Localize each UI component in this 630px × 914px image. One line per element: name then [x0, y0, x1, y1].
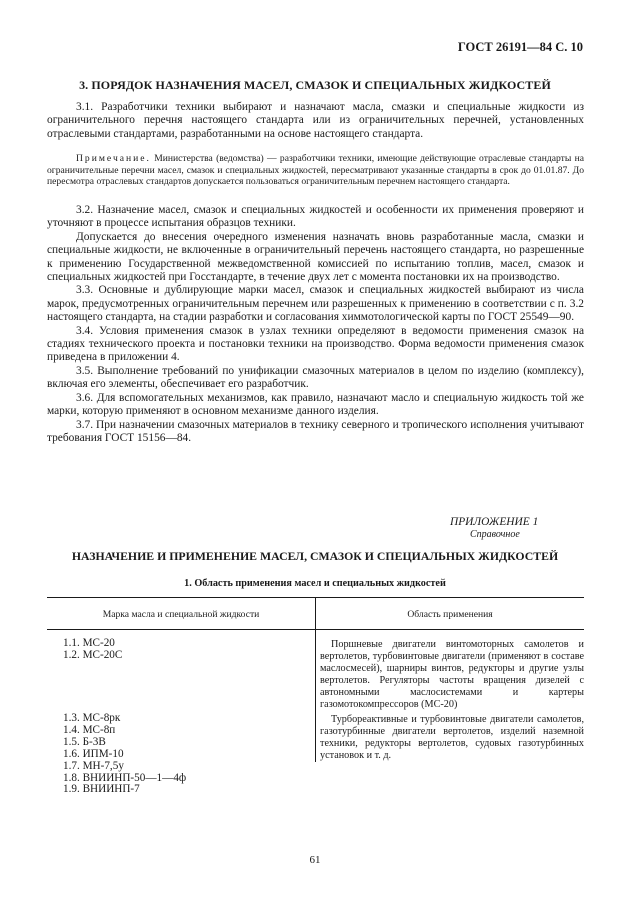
- note-text: Министерства (ведомства) — разработчики техники, имеющие действующие отраслевые стандарты на ограничительные перечни масел, смазок и специальных жидкостей, пересматривают указанные стандарты в срок до 01.01.87. До пересмотра отраслевых стандартов допускается пользоваться ограничительным перечнем настоящего стандарта.: [47, 153, 584, 188]
- paragraph-3-2-continued: Допускается до внесения очередного изменения назначать вновь разработанные масла, смазки и специальные жидкости, не включенные в ограничительный перечень настоящего стандарта, но разрешенные к применению Государственной межведомственной комиссией по испытанию топлив, масел, смазок и специальных жидкостей при Госстандарте, в течение двух лет с момента постановки их на производство.: [47, 230, 584, 284]
- paragraph-3-6: 3.6. Для вспомогательных механизмов, как правило, назначают масло и специальную жидкость той же марки, которую применяют в основном механизме данного изделия.: [47, 391, 584, 418]
- area-text: Турбореактивные и турбовинтовые двигатели самолетов, газотурбинные двигатели вертолетов, изделий наземной техники, редукторы вертолетов, судовых газотурбинных установок и т. д.: [320, 714, 584, 761]
- items-group-1: [63, 638, 122, 662]
- table-column-divider: [315, 597, 316, 762]
- list-item: 1.9. ВНИИНП-7: [63, 783, 140, 796]
- note-label: Примечание.: [76, 153, 151, 164]
- section-title: 3. ПОРЯДОК НАЗНАЧЕНИЯ МАСЕЛ, СМАЗОК И СПЕЦИАЛЬНЫХ ЖИДКОСТЕЙ: [79, 78, 551, 92]
- paragraph-3-2: 3.2. Назначение масел, смазок и специальных жидкостей и особенности их применения проверяют и уточняют в процессе испытания образцов техники.: [47, 204, 584, 230]
- area-group-2: [320, 714, 584, 762]
- items-group-2: [63, 713, 186, 796]
- appendix-title: НАЗНАЧЕНИЕ И ПРИМЕНЕНИЕ МАСЕЛ, СМАЗОК И СПЕЦИАЛЬНЫХ ЖИДКОСТЕЙ: [71, 549, 559, 563]
- paragraph-3-7: 3.7. При назначении смазочных материалов в технику северного и тропического исполнения учитывают требования ГОСТ 15156—84.: [47, 418, 584, 444]
- paragraph-3-3: 3.3. Основные и дублирующие марки масел, смазок и специальных жидкостей выбирают из числа марок, предусмотренных ограничительным перечнем или разрешенных к применению в соответствии с п. 3.2 настоящего стандарта, на стадии разработки и согласования химмотологической карты по ГОСТ 25549—90.: [47, 284, 584, 324]
- list-item: 1.1. МС-20: [63, 637, 115, 649]
- paragraphs-3-2-to-3-7: [47, 204, 584, 445]
- page-number: 61: [309, 854, 321, 866]
- note-block: [47, 153, 584, 188]
- list-item: 1.7. МН-7,5у: [63, 759, 124, 772]
- column-header-brand: Марка масла и специальной жидкости: [102, 609, 260, 620]
- list-item: 1.8. ВНИИНП-50—1—4ф: [63, 771, 187, 784]
- area-group-1: [320, 639, 584, 710]
- paragraph-3-4: 3.4. Условия применения смазок в узлах техники определяют в ведомости применения смазок на стадиях технического проекта и постановки техники на производство. Форма ведомости применения смазок приведена в приложении 4.: [47, 324, 584, 364]
- appendix-label: ПРИЛОЖЕНИЕ 1: [450, 516, 539, 528]
- area-text: Поршневые двигатели винтомоторных самолетов и вертолетов, турбовинтовые двигатели (применяют в составе маслосмесей), шарниры винтов, редукторы и другие узлы вертолетов. Регуляторы частоты вращения дизелей с автономными маслосистемами и картеры газомотокомпрессоров (МС-20): [320, 639, 584, 710]
- appendix-type: Справочное: [470, 529, 520, 540]
- paragraph-text: 3.1. Разработчики техники выбирают и назначают масла, смазки и специальные жидкости из ограничительного перечня настоящего стандарта или из ограничительных перечней, установленных отраслевыми стандартами, разработанными на основе настоящего стандарта.: [47, 101, 584, 140]
- list-item: 1.2. МС-20С: [63, 648, 123, 661]
- list-item: 1.6. ИПМ-10: [63, 747, 124, 760]
- column-header-area: Область применения: [407, 609, 493, 620]
- paragraph-3-5: 3.5. Выполнение требований по унификации смазочных материалов в целом по изделию (комплексу), включая его элементы, обеспечивает его разработчик.: [47, 364, 584, 391]
- list-item: 1.4. МС-8п: [63, 723, 116, 736]
- list-item: 1.5. Б-3В: [63, 735, 106, 748]
- page-header: ГОСТ 26191—84 С. 10: [457, 40, 583, 54]
- list-item: 1.3. МС-8рк: [63, 712, 121, 724]
- paragraph-3-1: [47, 101, 584, 141]
- table-title: 1. Область применения масел и специальных жидкостей: [184, 578, 446, 589]
